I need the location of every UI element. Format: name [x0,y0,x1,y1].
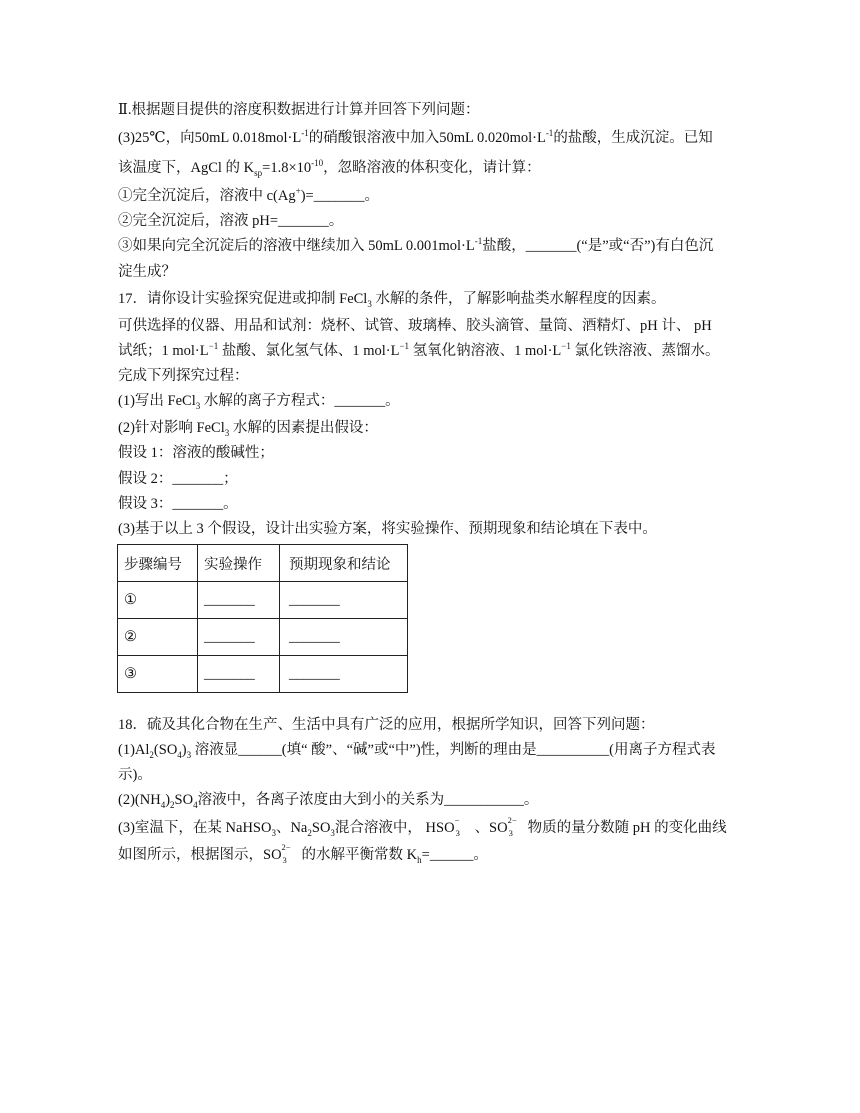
sub2-text: ②完全沉淀后，溶液 pH=_______。 [118,213,344,229]
q17-part3 [118,519,657,539]
subscript: 4 [177,749,182,760]
q18-p1-a: (1)Al [118,742,150,758]
q17-part2 [118,418,378,438]
table-cell: ③ [118,656,198,693]
hypothesis-2 [118,469,238,489]
table-header-cell: 预期现象和结论 [280,545,408,582]
subscript: 4 [193,799,198,810]
table-row [118,619,408,656]
q18-head-text: 18．硫及其化合物在生产、生活中具有广泛的应用，根据所学知识，回答下列问题： [118,717,655,733]
subscript: 2 [149,749,154,760]
subscript: 3 [330,827,335,838]
exponent: −1 [208,341,219,352]
materials-text-2c: 氢氧化钠溶液、1 mol·L [409,343,562,359]
q3-sub1 [118,186,379,206]
q3-sub3-cont [118,262,176,282]
q18-p2-c: SO [174,792,194,808]
materials-text-2b: 盐酸、氯化氢气体、1 mol·L [218,343,400,359]
subscript: 3 [508,828,513,838]
q18-p3-i: =______。 [421,847,488,863]
q18-head [118,715,655,735]
materials-text-2a: 试纸；1 mol·L [118,343,209,359]
q17-head [118,289,665,309]
table-cell: _______ [280,582,408,619]
q18-p2-d: 溶液中，各离子浓度由大到小的关系为___________。 [197,792,539,808]
section-title-text: Ⅱ.根据题目提供的溶度积数据进行计算并回答下列问题： [118,102,480,118]
exponent: -1 [545,128,554,139]
p1-text-b: 水解的离子方程式：_______。 [200,393,400,409]
q18-part1 [118,740,716,760]
charge: + [295,186,301,197]
table-cell: _______ [198,656,280,693]
subscript: 2 [307,827,312,838]
q18-p3-b: 、Na [275,820,308,836]
sub3-text-a: ③如果向完全沉淀后的溶液中继续加入 50mL 0.001mol·L [118,238,475,254]
table-cell: _______ [198,582,280,619]
q3-text-d: 该温度下，AgCl 的 K [118,160,255,176]
hypothesis-1 [118,443,274,463]
q18-p3-g: 如图所示，根据图示，SO [118,847,282,863]
subscript: 3 [455,828,460,838]
subscript: 3 [186,749,192,760]
q3-text-a: (3)25℃，向50mL 0.018mol·L [118,130,302,146]
complete-text: 完成下列探究过程： [118,368,249,384]
exponent: -1 [301,128,309,139]
subscript: 3 [224,427,230,438]
table-cell: _______ [198,619,280,656]
q3-text-e: =1.8×10 [262,160,312,176]
hypothesis-3 [118,494,238,514]
q18-p1-b: (SO [153,742,178,758]
sub1-text-b: )=_______。 [300,188,379,204]
p2-text-a: (2)针对影响 FeCl [118,420,225,436]
table-cell: _______ [280,619,408,656]
q17-materials-2 [118,341,719,361]
table-row [118,582,408,619]
subscript: 4 [160,799,166,810]
q17-head-b: 水解的条件，了解影响盐类水解程度的因素。 [371,291,666,307]
q17-materials-1 [118,316,712,336]
hypothesis-1-text: 假设 1：溶液的酸碱性； [118,445,274,461]
q18-p2-b: ) [165,792,171,808]
exponent: -1 [474,236,483,247]
q3-line2 [118,158,541,178]
q18-p1-c: ) [181,742,187,758]
q18-p3-h: 的水解平衡常数 K [301,847,418,863]
subscript: sp [254,167,263,178]
materials-text-1: 可供选择的仪器、用品和试剂：烧杯、试管、玻璃棒、胶头滴管、量筒、酒精灯、pH 计、 pH [118,318,712,334]
q18-p3-d: 混合溶液中， HSO [334,820,455,836]
experiment-table [117,544,408,693]
q18-p3-a: (3)室温下，在某 NaHSO [118,820,272,836]
charge: − [454,815,460,825]
subscript: 3 [195,400,201,411]
q18-part3-cont [118,842,488,865]
q18-p1-d: 溶液显______(填“ 酸”、“碱”或“中”)性，判断的理由是__________(用离子方程式表 [191,742,716,758]
q18-part2 [118,790,538,810]
q3-sub2 [118,211,343,231]
so3-ion-script [281,842,302,865]
so3-ion-script [507,815,528,838]
hso3-ion-script [454,815,475,838]
table-cell: _______ [280,656,408,693]
hypothesis-3-text: 假设 3：_______。 [118,496,238,512]
table-header-row [118,545,408,582]
p2-text-b: 水解的因素提出假设： [229,420,378,436]
exponent: −1 [399,341,410,352]
q18-p3-c: SO [311,820,331,836]
p3-text: (3)基于以上 3 个假设，设计出实验方案，将实验操作、预期现象和结论填在下表中。 [118,521,657,537]
q18-p3-f: 物质的量分数随 pH 的变化曲线 [527,820,727,836]
sub3-text-b: 盐酸，_______(“是”或“否”)有白色沉 [482,238,714,254]
charge: 2− [281,842,291,852]
table-cell: ① [118,582,198,619]
table-header-cell: 步骤编号 [118,545,198,582]
q18-part1-cont [118,765,152,785]
p1-text-a: (1)写出 FeCl [118,393,196,409]
q17-part1 [118,391,400,411]
q17-head-a: 17．请你设计实验探究促进或抑制 FeCl [118,291,368,307]
subscript: 3 [367,298,372,309]
hypothesis-2-text: 假设 2：_______； [118,471,238,487]
q18-p1-e: 示)。 [118,767,152,783]
q3-sub3 [118,236,713,256]
exponent: -10 [311,158,324,169]
subscript: 3 [271,827,276,838]
q3-text-f: ，忽略溶液的体积变化，请计算： [323,160,541,176]
sub3-text-c: 淀生成？ [118,264,176,280]
q3-text-c: 的盐酸，生成沉淀。已知 [553,130,713,146]
q18-p3-e: 、SO [474,820,508,836]
q18-p2-a: (2)(NH [118,792,161,808]
subscript: 3 [282,855,287,865]
q17-complete [118,366,249,386]
q18-part3 [118,815,727,838]
subscript: 2 [170,799,175,810]
materials-text-2d: 氯化铁溶液、蒸馏水。 [570,343,720,359]
table-row [118,656,408,693]
charge: 2− [507,815,517,825]
sub1-text-a: ①完全沉淀后，溶液中 c(Ag [118,188,296,204]
exponent: −1 [561,341,571,352]
subscript: h [417,854,422,865]
table-header-cell: 实验操作 [198,545,280,582]
table-cell: ② [118,619,198,656]
section-title [118,100,479,120]
q3-text-b: 的硝酸银溶液中加入50mL 0.020mol·L [308,130,546,146]
q3-line1 [118,128,713,148]
